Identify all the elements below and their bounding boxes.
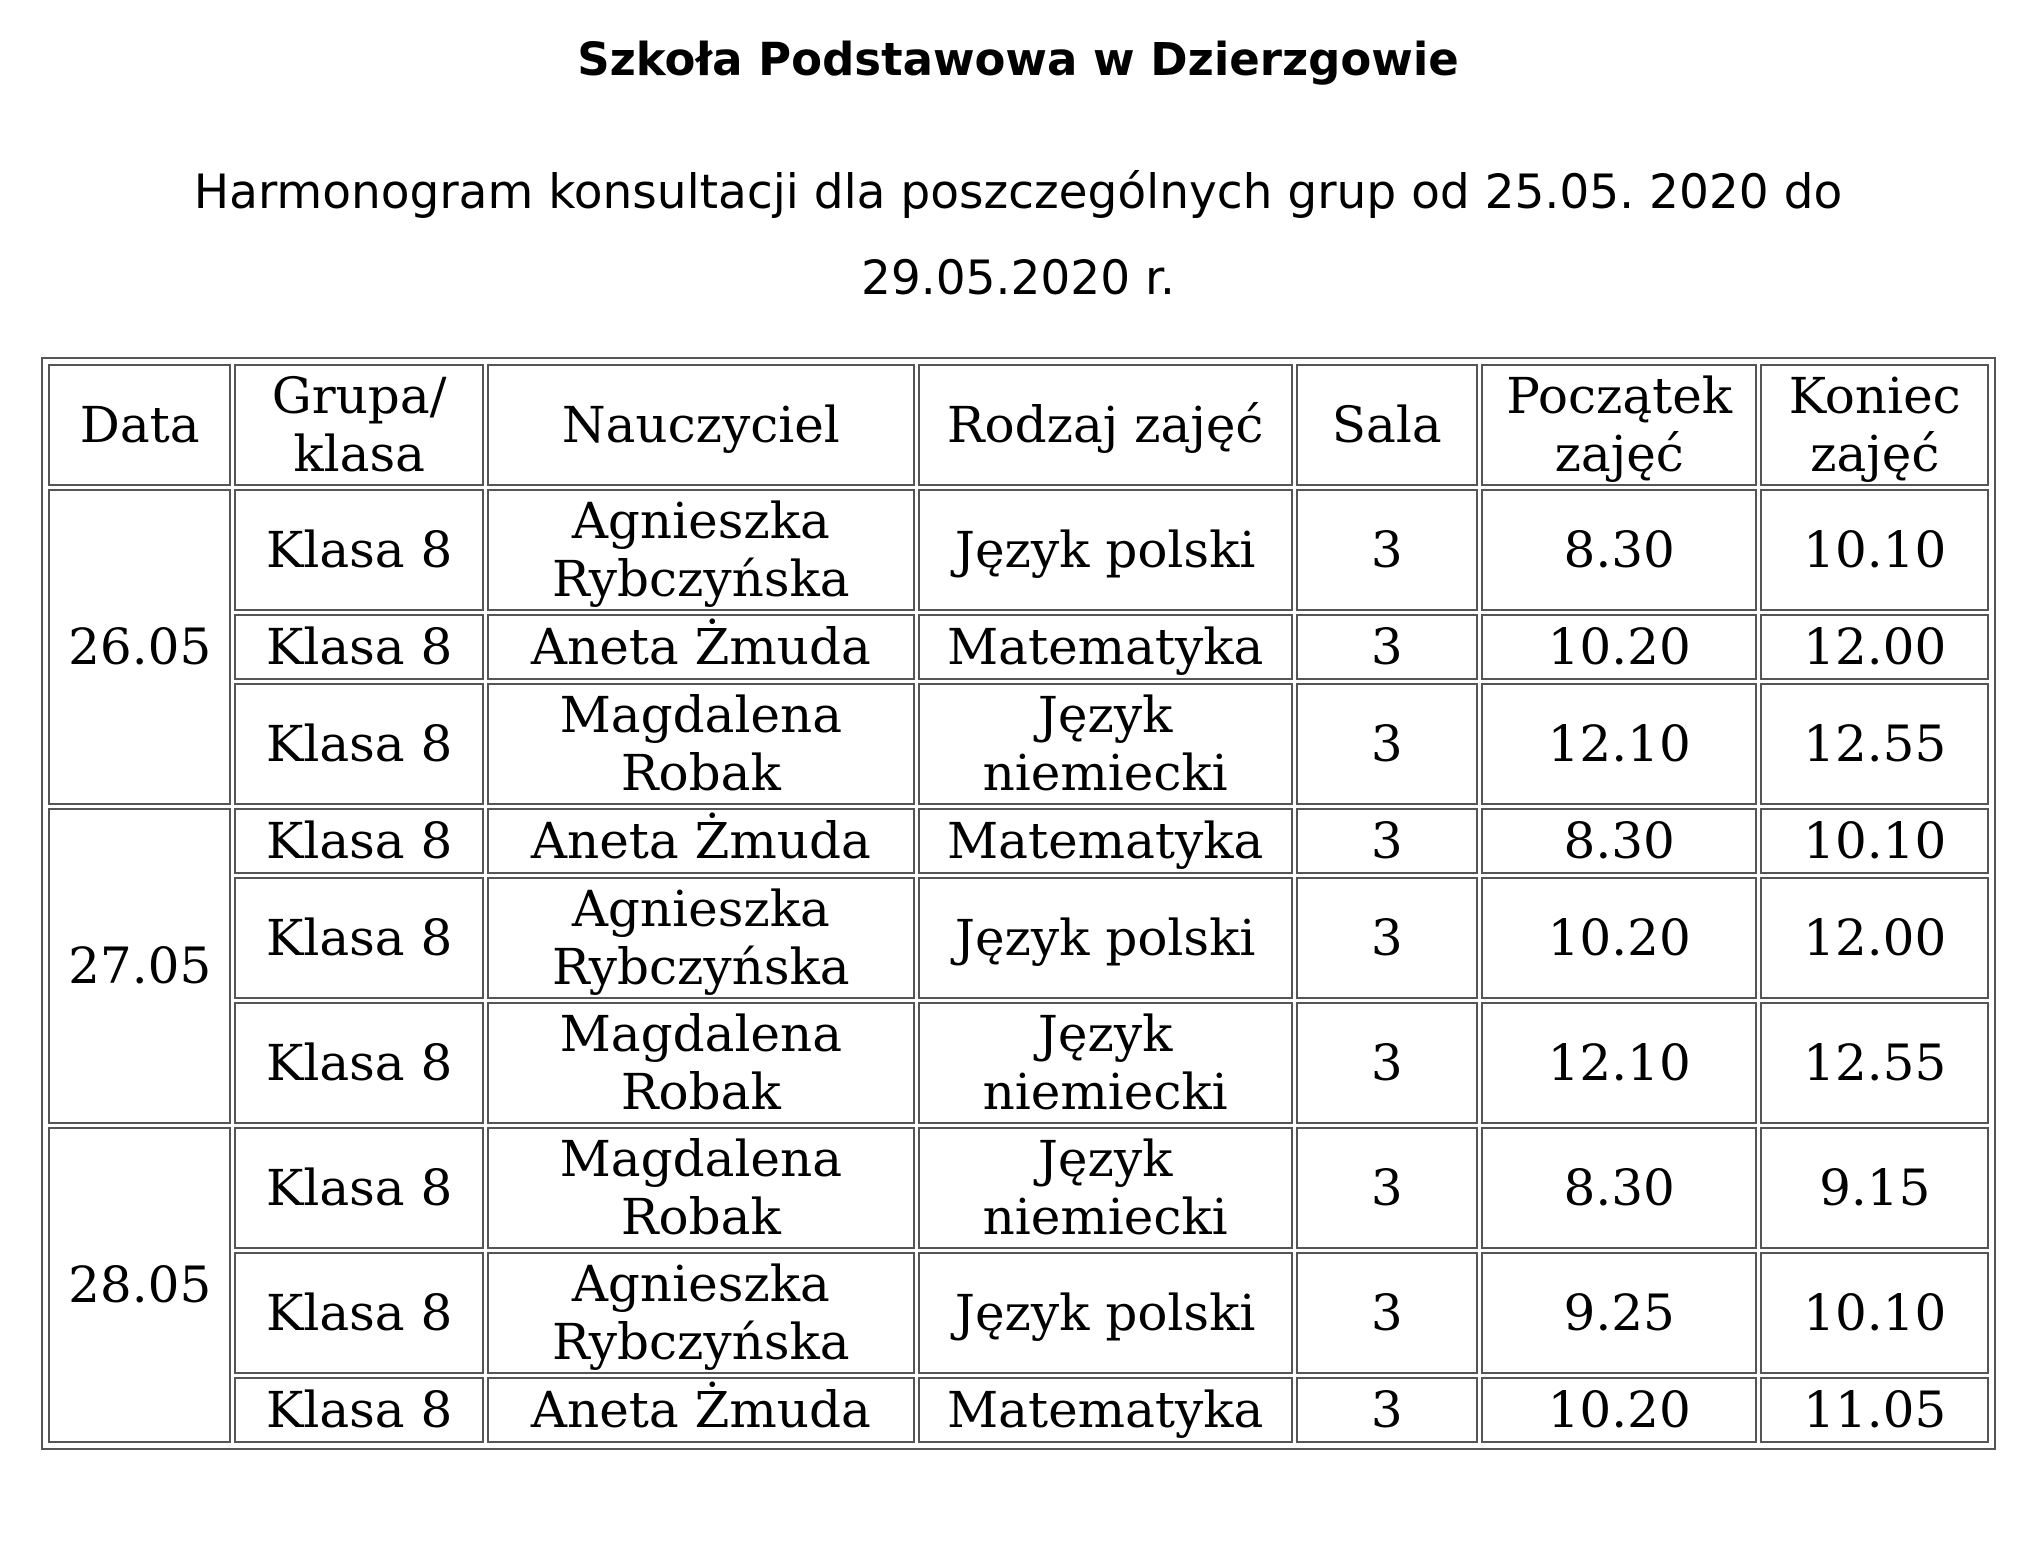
group-cell: Klasa 8: [234, 683, 484, 805]
room-cell: 3: [1296, 614, 1478, 680]
start-cell: 8.30: [1481, 808, 1758, 874]
group-cell: Klasa 8: [234, 877, 484, 999]
table-row: [48, 683, 1989, 805]
end-cell: 12.55: [1760, 1002, 1989, 1124]
end-cell: 9.15: [1760, 1127, 1989, 1249]
group-cell: Klasa 8: [234, 1127, 484, 1249]
teacher-cell: Aneta Żmuda: [487, 614, 915, 680]
subtitle-line-1: Harmonogram konsultacji dla poszczególnych grup od 25.05. 2020 do: [193, 165, 1843, 220]
start-cell: 10.20: [1481, 877, 1758, 999]
type-cell: Język polski: [918, 489, 1293, 611]
end-cell: 10.10: [1760, 808, 1989, 874]
table-row: [48, 877, 1989, 999]
table-row: [48, 1127, 1989, 1249]
table-row: [48, 1377, 1989, 1443]
room-cell: 3: [1296, 489, 1478, 611]
table-row: [48, 1252, 1989, 1374]
type-cell: Język niemiecki: [918, 683, 1293, 805]
date-cell: 28.05: [48, 1127, 231, 1443]
type-cell: Matematyka: [918, 808, 1293, 874]
table-row: [48, 489, 1989, 611]
header-date: Data: [48, 364, 231, 486]
type-cell: Matematyka: [918, 1377, 1293, 1443]
group-cell: Klasa 8: [234, 1252, 484, 1374]
type-cell: Język polski: [918, 877, 1293, 999]
room-cell: 3: [1296, 1377, 1478, 1443]
header-end: Koniec zajęć: [1760, 364, 1989, 486]
table-row: [48, 808, 1989, 874]
start-cell: 10.20: [1481, 614, 1758, 680]
end-cell: 10.10: [1760, 489, 1989, 611]
type-cell: Język niemiecki: [918, 1002, 1293, 1124]
group-cell: Klasa 8: [234, 1002, 484, 1124]
room-cell: 3: [1296, 877, 1478, 999]
teacher-cell: Magdalena Robak: [487, 1002, 915, 1124]
start-cell: 8.30: [1481, 489, 1758, 611]
start-cell: 12.10: [1481, 683, 1758, 805]
header-type: Rodzaj zajęć: [918, 364, 1293, 486]
table-row: [48, 614, 1989, 680]
teacher-cell: Magdalena Robak: [487, 1127, 915, 1249]
date-cell: 27.05: [48, 808, 231, 1124]
header-start: Początek zajęć: [1481, 364, 1758, 486]
document-title: Szkoła Podstawowa w Dzierzgowie: [577, 33, 1459, 86]
group-cell: Klasa 8: [234, 1377, 484, 1443]
end-cell: 12.00: [1760, 614, 1989, 680]
end-cell: 12.00: [1760, 877, 1989, 999]
schedule-table: [45, 361, 1992, 1446]
teacher-cell: Aneta Żmuda: [487, 808, 915, 874]
end-cell: 10.10: [1760, 1252, 1989, 1374]
start-cell: 10.20: [1481, 1377, 1758, 1443]
end-cell: 11.05: [1760, 1377, 1989, 1443]
room-cell: 3: [1296, 1002, 1478, 1124]
room-cell: 3: [1296, 1127, 1478, 1249]
type-cell: Matematyka: [918, 614, 1293, 680]
room-cell: 3: [1296, 683, 1478, 805]
room-cell: 3: [1296, 808, 1478, 874]
start-cell: 9.25: [1481, 1252, 1758, 1374]
start-cell: 12.10: [1481, 1002, 1758, 1124]
end-cell: 12.55: [1760, 683, 1989, 805]
teacher-cell: Magdalena Robak: [487, 683, 915, 805]
type-cell: Język polski: [918, 1252, 1293, 1374]
teacher-cell: Agnieszka Rybczyńska: [487, 877, 915, 999]
header-room: Sala: [1296, 364, 1478, 486]
type-cell: Język niemiecki: [918, 1127, 1293, 1249]
group-cell: Klasa 8: [234, 489, 484, 611]
table-header-row: [48, 364, 1989, 486]
start-cell: 8.30: [1481, 1127, 1758, 1249]
teacher-cell: Agnieszka Rybczyńska: [487, 1252, 915, 1374]
subtitle-line-2: 29.05.2020 r.: [861, 251, 1175, 306]
group-cell: Klasa 8: [234, 614, 484, 680]
teacher-cell: Agnieszka Rybczyńska: [487, 489, 915, 611]
table-row: [48, 1002, 1989, 1124]
header-group: Grupa/ klasa: [234, 364, 484, 486]
schedule-table-frame: [41, 357, 1996, 1450]
room-cell: 3: [1296, 1252, 1478, 1374]
document-subtitle: [0, 150, 2036, 322]
header-teacher: Nauczyciel: [487, 364, 915, 486]
group-cell: Klasa 8: [234, 808, 484, 874]
date-cell: 26.05: [48, 489, 231, 805]
teacher-cell: Aneta Żmuda: [487, 1377, 915, 1443]
